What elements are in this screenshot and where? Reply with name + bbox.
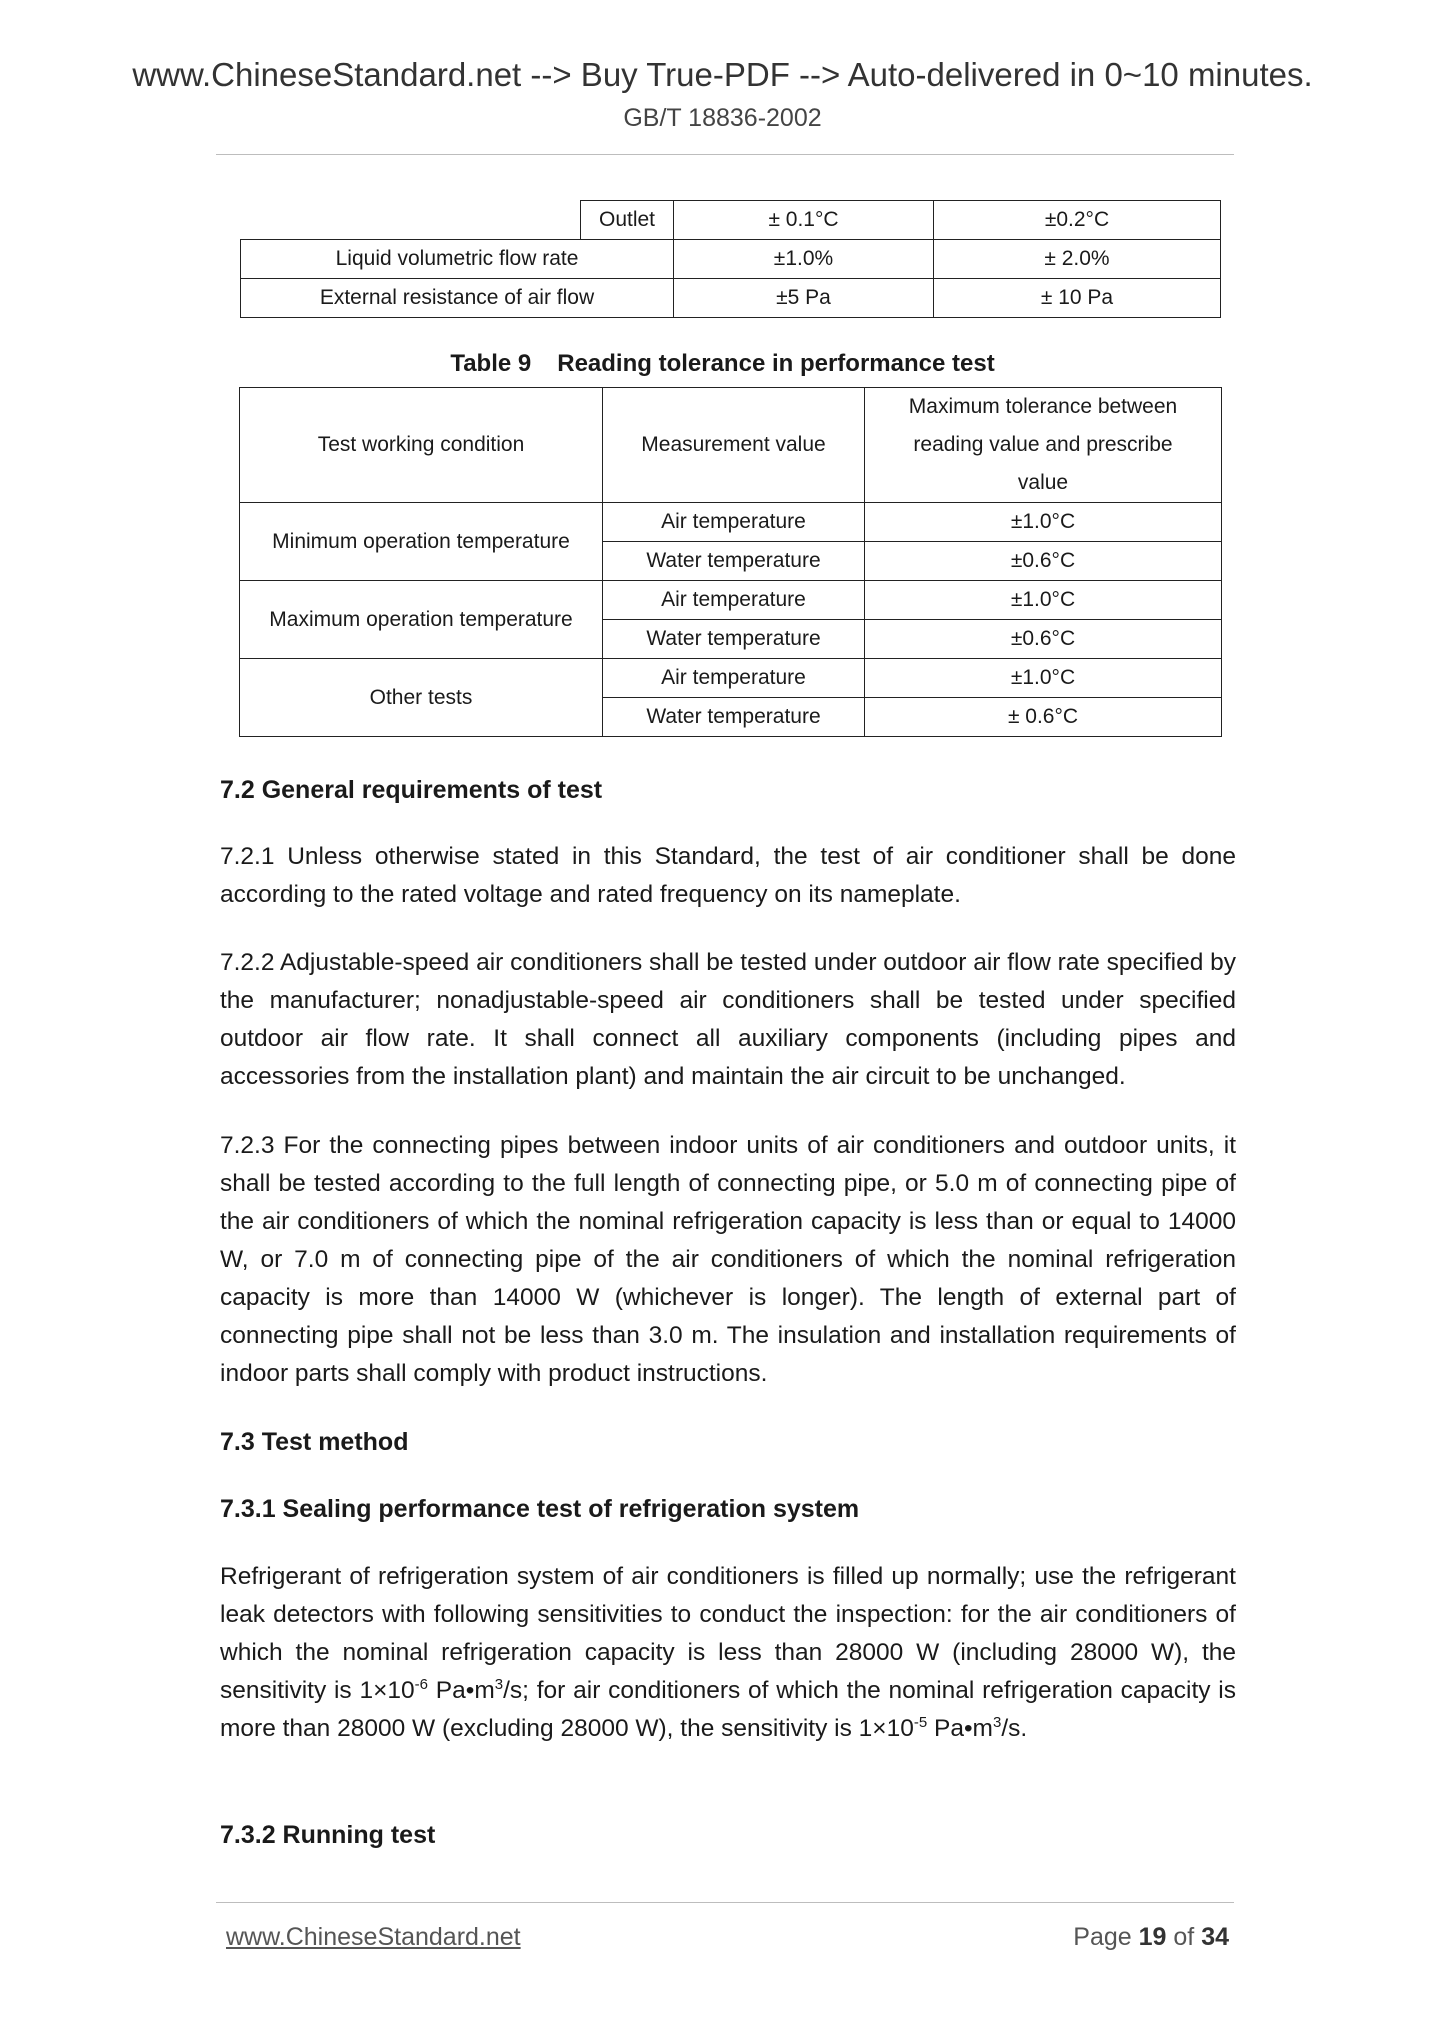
table-cell: External resistance of air flow	[241, 279, 674, 318]
table-row	[240, 659, 1222, 698]
header-standard-code: GB/T 18836-2002	[623, 104, 822, 132]
table-row	[241, 279, 1221, 318]
page-number: Page 19 of 34	[1073, 1923, 1229, 1951]
table-cell: Air temperature	[603, 581, 865, 620]
table-cell: ± 2.0%	[934, 240, 1221, 279]
table-header-cell: Maximum tolerance between reading value and prescribe value	[865, 388, 1222, 503]
table9	[239, 387, 1222, 737]
table-cell: Water temperature	[603, 698, 865, 737]
paragraph-7-2-3: 7.2.3 For the connecting pipes between indoor units of air conditioners and outdoor units, it shall be tested according to the full length of connecting pipe, or 5.0 m of connecting pipe of the air conditioners of which the nominal refrigeration capacity is less than or equal to 14000 W, or 7.0 m of connecting pipe of the air conditioners of which the nominal refrigeration capacity is more than 14000 W (whichever is longer). The length of external part of connecting pipe shall not be less than 3.0 m. The insulation and installation requirements of indoor parts shall comply with product instructions.	[220, 1132, 1236, 1387]
table9-title: Reading tolerance in performance test	[557, 350, 995, 377]
table-cell: Minimum operation temperature	[240, 503, 603, 581]
header-divider	[216, 154, 1234, 155]
table-cell: ±1.0°C	[865, 503, 1222, 542]
table-cell: ± 10 Pa	[934, 279, 1221, 318]
table-cell: ±0.2°C	[934, 201, 1221, 240]
table-cell: ±0.6°C	[865, 620, 1222, 659]
table-cell: ± 0.6°C	[865, 698, 1222, 737]
table-header-cell: Test working condition	[240, 388, 603, 503]
section-heading-7-3-2: 7.3.2 Running test	[220, 1821, 436, 1849]
table-cell: ±1.0°C	[865, 581, 1222, 620]
table-row	[240, 581, 1222, 620]
table-cell: ± 0.1°C	[674, 201, 934, 240]
table-cell: Outlet	[581, 201, 674, 240]
section-heading-7-3: 7.3 Test method	[220, 1428, 409, 1456]
table-header-row	[240, 388, 1222, 503]
table-row	[240, 503, 1222, 542]
table-cell: ±5 Pa	[674, 279, 934, 318]
paragraph-7-2-2: 7.2.2 Adjustable-speed air conditioners shall be tested under outdoor air flow rate specified by the manufacturer; nonadjustable-speed air conditioners shall be tested under specified outdoor air flow rate. It shall connect all auxiliary components (including pipes and accessories from the installation plant) and maintain the air circuit to be unchanged.	[220, 949, 1237, 1090]
header-title: www.ChineseStandard.net --> Buy True-PDF --> Auto-delivered in 0~10 minutes.	[132, 56, 1313, 93]
paragraph-7-3-1: Refrigerant of refrigeration system of air conditioners is filled up normally; use the refrigerant leak detectors with following sensitivities to conduct the inspection: for the air conditioners of which the nominal refrigeration capacity is less than 28000 W (including 28000 W), the sensitivity is $1\times 10^{-6}$ $Pa•m^3/s$; for air conditioners of which the nominal refrigeration capacity is more than 28000 W (excluding 28000 W), the sensitivity is $1\times 10^{-5}$ $Pa•m^3/s$.	[220, 1563, 1236, 1742]
section-heading-7-2: 7.2 General requirements of test	[220, 776, 603, 804]
table-cell: ±1.0°C	[865, 659, 1222, 698]
table-cell: Water temperature	[603, 542, 865, 581]
table9-number: Table 9	[450, 350, 532, 377]
table-row	[241, 201, 1221, 240]
table-continued	[240, 200, 1221, 318]
table-cell: Liquid volumetric flow rate	[241, 240, 674, 279]
paragraph-7-2-1: 7.2.1 Unless otherwise stated in this Standard, the test of air conditioner shall be done according to the rated voltage and rated frequency on its nameplate.	[220, 843, 1236, 908]
table-header-cell: Measurement value	[603, 388, 865, 503]
table-cell: Maximum operation temperature	[240, 581, 603, 659]
table-cell: Other tests	[240, 659, 603, 737]
footer-divider	[216, 1902, 1234, 1903]
table-cell: Air temperature	[603, 503, 865, 542]
table-cell: Air temperature	[603, 659, 865, 698]
table9-caption	[0, 350, 1445, 378]
footer-site-link[interactable]: www.ChineseStandard.net	[226, 1923, 521, 1951]
table-row	[241, 240, 1221, 279]
table-cell: ±0.6°C	[865, 542, 1222, 581]
table-cell: ±1.0%	[674, 240, 934, 279]
table-cell: Water temperature	[603, 620, 865, 659]
section-heading-7-3-1: 7.3.1 Sealing performance test of refrigeration system	[220, 1495, 860, 1523]
